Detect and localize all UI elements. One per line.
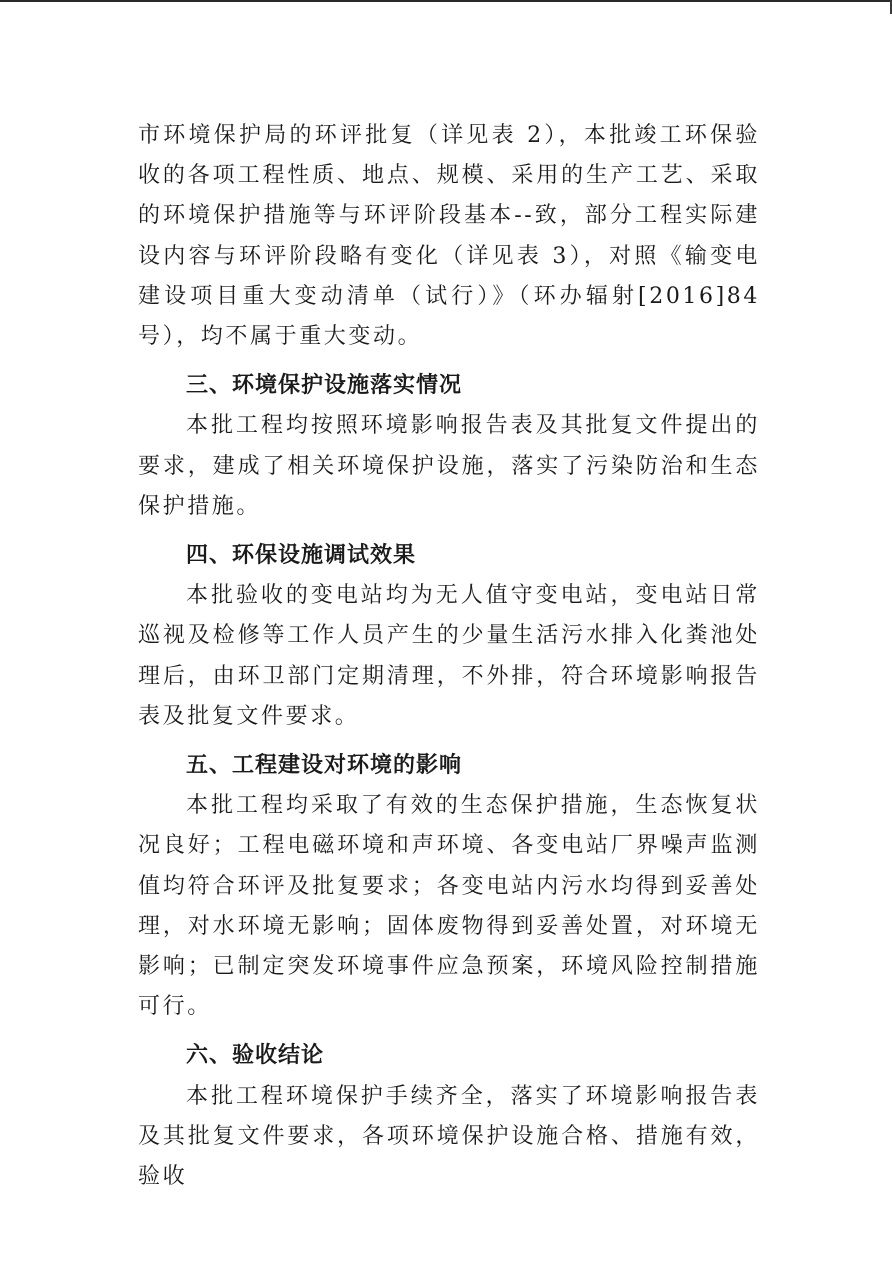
document-body bbox=[138, 116, 760, 1197]
scan-top-edge bbox=[0, 0, 892, 2]
section-heading-4: 四、环保设施调试效果 bbox=[186, 543, 417, 569]
spacer bbox=[138, 357, 760, 366]
section-heading-6: 六、验收结论 bbox=[186, 1043, 325, 1069]
section-heading-5: 五、工程建设对环境的影响 bbox=[186, 753, 463, 779]
spacer bbox=[138, 737, 760, 746]
section-body-6: 本批工程环境保护手续齐全，落实了环境影响报告表及其批复文件要求，各项环境保护设施合格、措施有效，验收 bbox=[138, 1083, 760, 1190]
section-heading-3: 三、环境保护设施落实情况 bbox=[186, 373, 463, 399]
section-body-3: 本批工程均按照环境影响报告表及其批复文件提出的要求，建成了相关环境保护设施，落实了污染防治和生态保护措施。 bbox=[138, 413, 760, 519]
section-body-5: 本批工程均采取了有效的生态保护措施，生态恢复状况良好；工程电磁环境和声环境、各变电站厂界噪声监测值均符合环评及批复要求；各变电站内污水均得到妥善处理，对水环境无影响；固体废物得到妥善处置，对环境无影响；已制定突发环境事件应急预案，环境风险控制措施可行。 bbox=[138, 793, 760, 1020]
section-body-4: 本批验收的变电站均为无人值守变电站，变电站日常巡视及检修等工作人员产生的少量生活污水排入化粪池处理后，由环卫部门定期清理，不外排，符合环境影响报告表及批复文件要求。 bbox=[138, 583, 760, 729]
spacer bbox=[138, 527, 760, 536]
spacer bbox=[138, 1027, 760, 1036]
intro-paragraph: 市环境保护局的环评批复（详见表 2），本批竣工环保验收的各项工程性质、地点、规模、采用的生产工艺、采取的环境保护措施等与环评阶段基本--致，部分工程实际建设内容与环评阶段略有变化（详见表 3），对照《输变电建设项目重大变动清单（试行）》（环办辐射[2016]84 号），均不属于重大变动。 bbox=[138, 123, 760, 350]
